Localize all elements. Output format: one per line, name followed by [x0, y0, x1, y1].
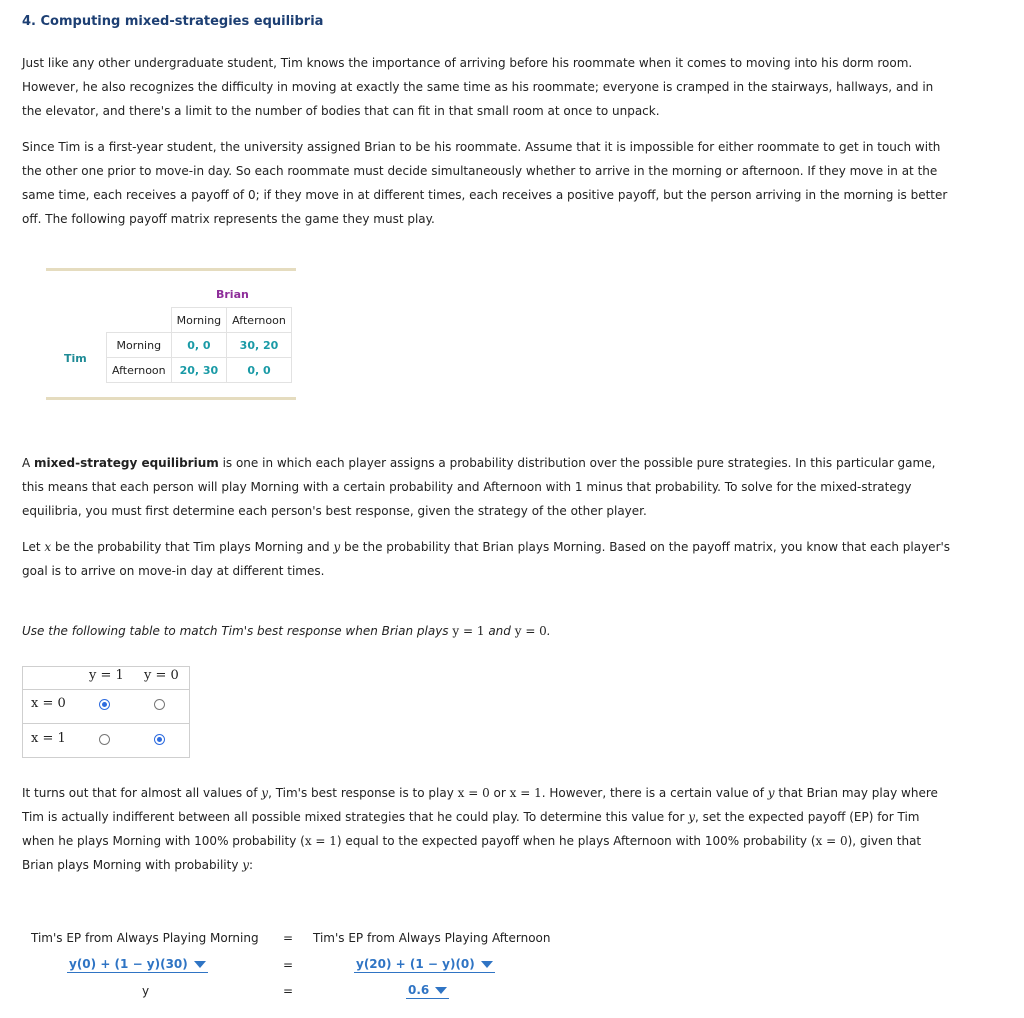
column-header-afternoon: Afternoon	[227, 308, 292, 333]
payoff-table	[106, 307, 292, 383]
let-paragraph: Let x be the probability that Tim plays Morning and y be the probability that Brian plays Morning. Based on the payoff matrix, you know that each player's goal is to arrive on move-in day at different times.	[22, 540, 951, 578]
right-ep-dropdown[interactable]: y(20) + (1 − y)(0)	[354, 957, 495, 973]
equals-sign: =	[283, 984, 294, 998]
y-value-dropdown[interactable]: 0.6	[406, 983, 449, 999]
column-header-morning: Morning	[171, 308, 227, 333]
row-player-label: Tim	[64, 352, 87, 365]
column-player-label: Brian	[216, 288, 249, 301]
mixed-definition-paragraph: A mixed-strategy equilibrium is one in which each player assigns a probability distribution over the possible pure strategies. In this particular game, this means that each person will play Morning with a certain probability and Afternoon with 1 minus that probability. To solve for the mixed-strategy equilibria, you must first determine each person's best response, given the strategy of the other player.	[22, 456, 936, 518]
radio-x1-y1[interactable]	[99, 734, 110, 745]
y-label: y	[142, 984, 150, 998]
equals-sign: =	[283, 958, 294, 972]
row-header-x0: x = 0	[31, 696, 66, 711]
mixed-strategy-term: mixed-strategy equilibrium	[34, 456, 219, 470]
section-title: 4. Computing mixed-strategies equilibria	[22, 14, 324, 29]
col-header-y1: y = 1	[89, 668, 124, 683]
matrix-bottom-rule	[46, 397, 296, 400]
row-header-afternoon: Afternoon	[107, 358, 172, 383]
chevron-down-icon	[481, 961, 493, 968]
row-header-morning: Morning	[107, 333, 172, 358]
equals-sign: =	[283, 931, 294, 945]
ep-left-header: Tim's EP from Always Playing Morning	[31, 931, 259, 945]
payoff-matrix	[46, 268, 296, 401]
col-header-y0: y = 0	[144, 668, 179, 683]
left-ep-dropdown[interactable]: y(0) + (1 − y)(30)	[67, 957, 208, 973]
chevron-down-icon	[194, 961, 206, 968]
payoff-cell: 0, 0	[227, 358, 292, 383]
radio-x0-y1[interactable]	[99, 699, 110, 710]
chevron-down-icon	[435, 987, 447, 994]
matrix-top-rule	[46, 268, 296, 271]
payoff-cell: 20, 30	[171, 358, 227, 383]
setup-paragraph: Since Tim is a first-year student, the university assigned Brian to be his roommate. Assume that it is impossible for either roommate to get in touch with the other one prior to move-in day. So each roommate must decide simultaneously whether to arrive in the morning or afternoon. If they move in at the same time, each receives a payoff of 0; if they move in at different times, each receives a positive payoff, but the person arriving in the morning is better off. The following payoff matrix represents the game they must play.	[22, 140, 948, 226]
payoff-cell: 0, 0	[171, 333, 227, 358]
indifference-paragraph: It turns out that for almost all values of y, Tim's best response is to play x = 0 or x = 1. However, there is a certain value of y that Brian may play where Tim is actually indifferent between all possible mixed strategies that he could play. To determine this value for y, set the expected payoff (EP) for Tim when he plays Morning with 100% probability (x = 1) equal to the expected payoff when he plays Afternoon with 100% probability (x = 0), given that Brian plays Morning with probability y:	[22, 786, 938, 872]
ep-right-header: Tim's EP from Always Playing Afternoon	[313, 931, 551, 945]
radio-x1-y0[interactable]	[154, 734, 165, 745]
table-instruction: Use the following table to match Tim's best response when Brian plays y = 1 and y = 0.	[22, 624, 551, 638]
radio-x0-y0[interactable]	[154, 699, 165, 710]
best-response-table	[22, 666, 190, 758]
intro-paragraph: Just like any other undergraduate student, Tim knows the importance of arriving before his roommate when it comes to moving into his dorm room. However, he also recognizes the difficulty in moving at exactly the same time as his roommate; everyone is cramped in the stairways, hallways, and in the elevator, and there's a limit to the number of bodies that can fit in that small room at once to unpack.	[22, 56, 934, 118]
row-header-x1: x = 1	[31, 731, 66, 746]
payoff-cell: 30, 20	[227, 333, 292, 358]
